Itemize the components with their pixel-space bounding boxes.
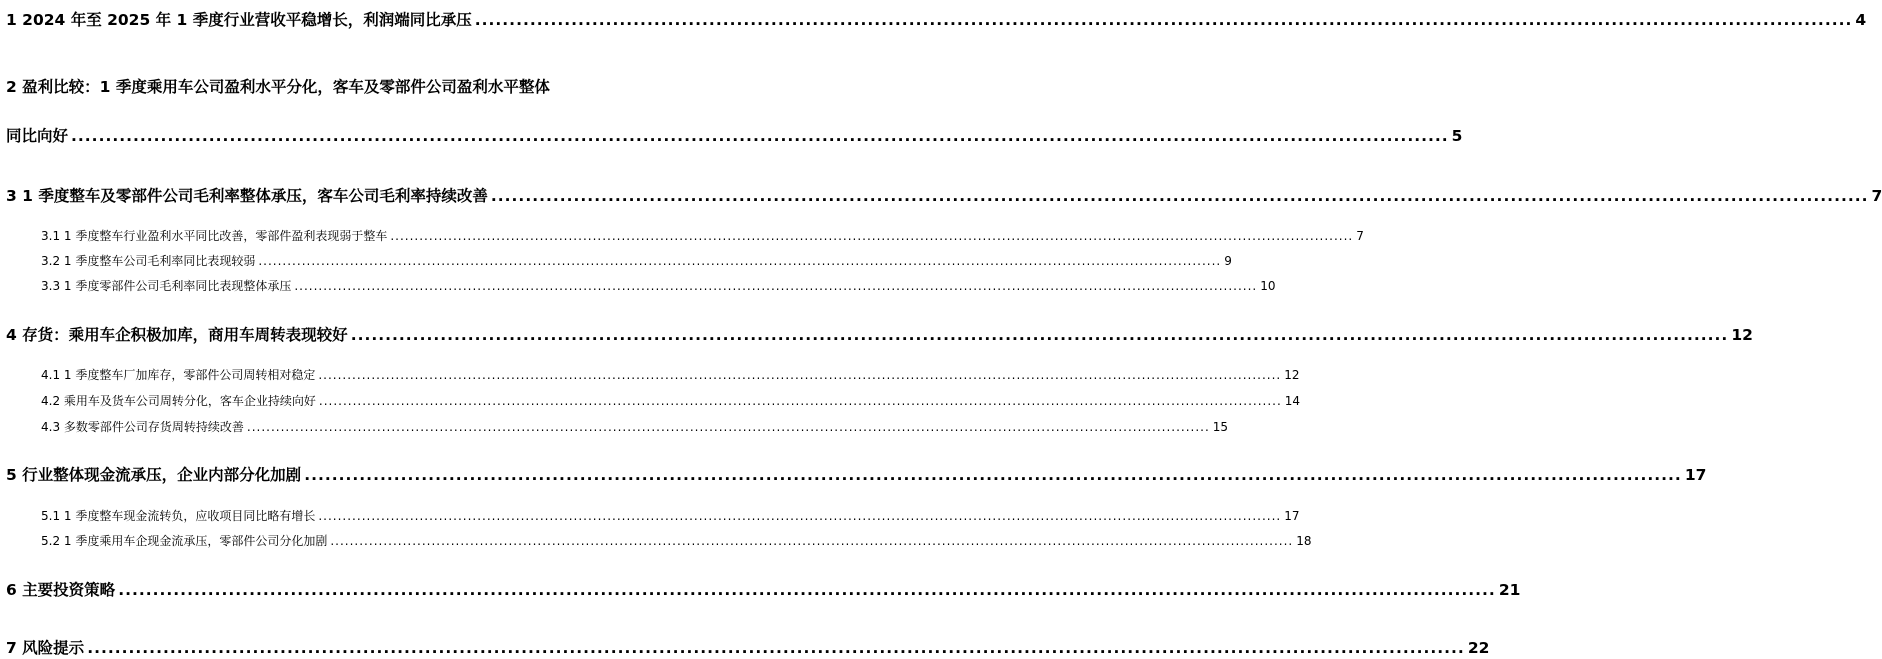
- toc-entry-title: 6 主要投资策略: [6, 581, 116, 599]
- toc-entry-title: 3.2 1 季度整车公司毛利率同比表现较弱: [41, 254, 256, 268]
- toc-entry-4-1[interactable]: [0, 366, 1300, 383]
- toc-entry-4-3[interactable]: [0, 418, 1229, 435]
- toc-entry-7[interactable]: [0, 636, 1490, 658]
- dot-leader: [71, 127, 1449, 145]
- toc-entry-3-3[interactable]: [0, 277, 1276, 294]
- toc-entry-title-cont: 同比向好: [6, 127, 69, 145]
- toc-entry-5[interactable]: [0, 463, 1707, 485]
- toc-entry-page: 7: [1871, 187, 1882, 205]
- toc-entry-page: 15: [1212, 420, 1229, 434]
- toc-entry-title: 5 行业整体现金流承压，企业内部分化加剧: [6, 466, 302, 484]
- dot-leader: [491, 187, 1869, 205]
- toc-entry-page: 7: [1356, 229, 1364, 243]
- toc-entry-title: 5.1 1 季度整车现金流转负，应收项目同比略有增长: [41, 509, 316, 523]
- toc-entry-page: 10: [1260, 279, 1276, 293]
- toc-entry-page: 17: [1284, 509, 1300, 523]
- toc-entry-4-2[interactable]: [0, 392, 1301, 409]
- toc-entry-title: 4 存货：乘用车企积极加库，商用车周转表现较好: [6, 326, 348, 344]
- toc-entry-title: 3.3 1 季度零部件公司毛利率同比表现整体承压: [41, 279, 292, 293]
- dot-leader: [247, 420, 1210, 434]
- toc-entry-3[interactable]: [0, 184, 1882, 206]
- toc-entry-2[interactable]: [0, 124, 1463, 146]
- toc-entry-title: 3.1 1 季度整车行业盈利水平同比改善，零部件盈利表现弱于整车: [41, 229, 388, 243]
- dot-leader: [258, 254, 1221, 268]
- dot-leader: [87, 639, 1465, 657]
- toc-entry-title: 7 风险提示: [6, 639, 85, 657]
- dot-leader: [318, 509, 1281, 523]
- toc-entry-title: 4.1 1 季度整车厂加库存，零部件公司周转相对稳定: [41, 368, 316, 382]
- dot-leader: [330, 534, 1293, 548]
- dot-leader: [319, 394, 1282, 408]
- dot-leader: [304, 466, 1682, 484]
- toc-entry-title: 2 盈利比较：1 季度乘用车公司盈利水平分化，客车及零部件公司盈利水平整体: [6, 78, 550, 96]
- toc-entry-page: 12: [1284, 368, 1300, 382]
- toc-entry-title: 5.2 1 季度乘用车企现金流承压，零部件公司分化加剧: [41, 534, 328, 548]
- toc-entry-page: 14: [1284, 394, 1301, 408]
- toc-entry-title: 3 1 季度整车及零部件公司毛利率整体承压，客车公司毛利率持续改善: [6, 187, 488, 205]
- toc-entry-6[interactable]: [0, 578, 1521, 600]
- toc-entry-5-2[interactable]: [0, 532, 1312, 549]
- toc-entry-page: 17: [1684, 466, 1707, 484]
- dot-leader: [390, 229, 1353, 243]
- toc-entry-3-1[interactable]: [0, 227, 1364, 244]
- toc-entry-page: 12: [1731, 326, 1753, 344]
- toc-entry-page: 9: [1224, 254, 1232, 268]
- dot-leader: [318, 368, 1281, 382]
- toc-entry-title: 1 2024 年至 2025 年 1 季度行业营收平稳增长，利润端同比承压: [6, 11, 472, 29]
- toc-entry-title: 4.2 乘用车及货车公司周转分化，客车企业持续向好: [41, 394, 316, 408]
- toc-entry-page: 22: [1467, 639, 1490, 657]
- toc-entry-4[interactable]: [0, 323, 1753, 345]
- toc-entry-page: 4: [1855, 11, 1867, 29]
- dot-leader: [294, 279, 1257, 293]
- toc-entry-5-1[interactable]: [0, 507, 1300, 524]
- dot-leader: [475, 11, 1853, 29]
- toc-entry-page: 18: [1296, 534, 1312, 548]
- toc-entry-3-2[interactable]: [0, 252, 1232, 269]
- toc-entry-title: 4.3 多数零部件公司存货周转持续改善: [41, 420, 244, 434]
- toc-entry-page: 5: [1451, 127, 1463, 145]
- toc-entry-2-line1[interactable]: [6, 75, 643, 97]
- toc-entry-page: 21: [1498, 581, 1521, 599]
- toc-entry-1[interactable]: [0, 8, 1867, 30]
- dot-leader: [118, 581, 1496, 599]
- dot-leader: [351, 326, 1729, 344]
